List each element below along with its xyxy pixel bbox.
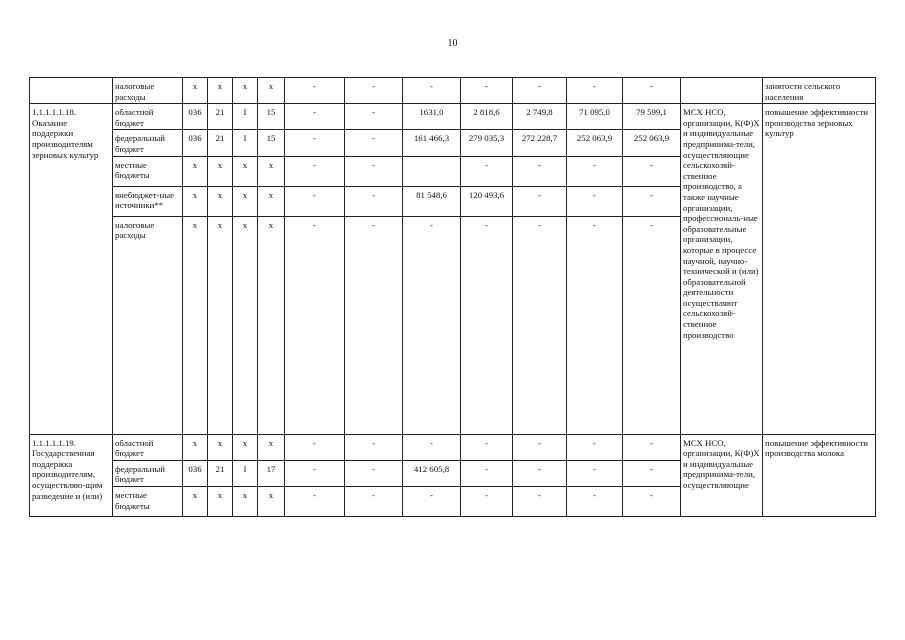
- value-cell: -: [513, 156, 567, 186]
- code-cell: х: [233, 78, 258, 104]
- value-cell: -: [513, 216, 567, 434]
- code-cell: х: [233, 156, 258, 186]
- code-cell: 036: [183, 460, 208, 486]
- value-cell: -: [567, 78, 623, 104]
- value-cell: -: [513, 460, 567, 486]
- code-cell: х: [183, 434, 208, 460]
- value-cell: 2 818,6: [461, 104, 513, 130]
- code-cell: х: [208, 434, 233, 460]
- result-cell: повышение эффективности производства зерновых культур: [763, 104, 876, 434]
- code-cell: 15: [258, 104, 285, 130]
- value-cell: -: [461, 434, 513, 460]
- funding-source-cell: налоговые расходы: [113, 216, 183, 434]
- value-cell: 1631,0: [403, 104, 461, 130]
- code-cell: I: [233, 460, 258, 486]
- page-number: 10: [447, 38, 458, 49]
- table-row: [30, 434, 876, 460]
- value-cell: -: [567, 156, 623, 186]
- value-cell: -: [623, 186, 681, 216]
- code-cell: х: [183, 78, 208, 104]
- code-cell: 21: [208, 130, 233, 156]
- executor-cell: [681, 78, 763, 104]
- value-cell: -: [623, 460, 681, 486]
- value-cell: -: [345, 460, 403, 486]
- value-cell: -: [567, 434, 623, 460]
- value-cell: -: [345, 130, 403, 156]
- value-cell: -: [623, 486, 681, 516]
- value-cell: -: [403, 434, 461, 460]
- code-cell: х: [208, 78, 233, 104]
- value-cell: 79 599,1: [623, 104, 681, 130]
- value-cell: 81 548,6: [403, 186, 461, 216]
- value-cell: -: [461, 460, 513, 486]
- code-cell: х: [233, 434, 258, 460]
- funding-source-cell: областной бюджет: [113, 104, 183, 130]
- value-cell: -: [567, 460, 623, 486]
- value-cell: -: [285, 130, 345, 156]
- value-cell: 412 605,8: [403, 460, 461, 486]
- code-cell: 036: [183, 130, 208, 156]
- code-cell: х: [233, 216, 258, 434]
- code-cell: х: [208, 216, 233, 434]
- value-cell: 279 035,3: [461, 130, 513, 156]
- measure-label-cell: 1.1.1.1.1.19. Государственная поддержка производителям, осуществляю-щим разведение и (или): [30, 434, 113, 516]
- funding-source-cell: федеральный бюджет: [113, 460, 183, 486]
- value-cell: -: [345, 434, 403, 460]
- code-cell: х: [183, 156, 208, 186]
- value-cell: -: [285, 186, 345, 216]
- code-cell: 036: [183, 104, 208, 130]
- value-cell: 71 095,0: [567, 104, 623, 130]
- code-cell: х: [183, 486, 208, 516]
- value-cell: -: [623, 78, 681, 104]
- value-cell: -: [513, 78, 567, 104]
- code-cell: х: [258, 216, 285, 434]
- table-row: [30, 78, 876, 104]
- value-cell: -: [403, 216, 461, 434]
- code-cell: 15: [258, 130, 285, 156]
- value-cell: -: [285, 78, 345, 104]
- funding-source-cell: областной бюджет: [113, 434, 183, 460]
- funding-source-cell: местные бюджеты: [113, 486, 183, 516]
- executor-cell: МСХ НСО, организации, К(Ф)Х и индивидуальные предпринима-тели, осуществляющие сельскохозяй-ственное производство, а также научные организации, профессиональ-ные образовательные организации, которые в процессе научной, научно-технической и (или) образовательной деятельности осуществляют сельскохозяй-ственное производство: [681, 104, 763, 434]
- value-cell: -: [285, 434, 345, 460]
- value-cell: -: [567, 486, 623, 516]
- value-cell: -: [513, 434, 567, 460]
- code-cell: I: [233, 130, 258, 156]
- value-cell: -: [345, 104, 403, 130]
- code-cell: х: [208, 186, 233, 216]
- code-cell: х: [208, 486, 233, 516]
- code-cell: х: [233, 186, 258, 216]
- value-cell: 120 493,6: [461, 186, 513, 216]
- value-cell: -: [623, 434, 681, 460]
- code-cell: х: [183, 186, 208, 216]
- code-cell: х: [258, 156, 285, 186]
- code-cell: х: [208, 156, 233, 186]
- value-cell: -: [567, 186, 623, 216]
- value-cell: -: [345, 486, 403, 516]
- value-cell: -: [461, 156, 513, 186]
- value-cell: -: [513, 486, 567, 516]
- value-cell: -: [403, 78, 461, 104]
- result-cell: занятости сельского населения: [763, 78, 876, 104]
- measure-label-cell: [30, 78, 113, 104]
- funding-source-cell: местные бюджеты: [113, 156, 183, 186]
- value-cell: -: [285, 104, 345, 130]
- value-cell: -: [285, 156, 345, 186]
- code-cell: 17: [258, 460, 285, 486]
- code-cell: х: [233, 486, 258, 516]
- value-cell: -: [461, 78, 513, 104]
- table-row: [30, 104, 876, 130]
- value-cell: -: [345, 216, 403, 434]
- value-cell: -: [285, 486, 345, 516]
- value-cell: -: [345, 78, 403, 104]
- value-cell: -: [461, 216, 513, 434]
- code-cell: х: [258, 186, 285, 216]
- code-cell: 21: [208, 104, 233, 130]
- result-cell: повышение эффективности производства молока: [763, 434, 876, 516]
- value-cell: 2 749,8: [513, 104, 567, 130]
- code-cell: 21: [208, 460, 233, 486]
- value-cell: -: [567, 216, 623, 434]
- value-cell: 252 063,9: [567, 130, 623, 156]
- code-cell: х: [258, 78, 285, 104]
- code-cell: х: [258, 486, 285, 516]
- value-cell: -: [623, 156, 681, 186]
- funding-source-cell: федеральный бюджет: [113, 130, 183, 156]
- value-cell: -: [345, 186, 403, 216]
- value-cell: 252 063,9: [623, 130, 681, 156]
- value-cell: -: [513, 186, 567, 216]
- value-cell: -: [345, 156, 403, 186]
- measure-label-cell: 1.1.1.1.1.18. Оказание поддержки производителям зерновых культур: [30, 104, 113, 434]
- code-cell: х: [258, 434, 285, 460]
- funding-source-cell: внебюджет-ные источники**: [113, 186, 183, 216]
- value-cell: -: [461, 486, 513, 516]
- value-cell: -: [403, 486, 461, 516]
- budget-table: [29, 77, 876, 517]
- value-cell: [403, 156, 461, 186]
- funding-source-cell: налоговые расходы: [113, 78, 183, 104]
- value-cell: -: [623, 216, 681, 434]
- value-cell: -: [285, 460, 345, 486]
- code-cell: I: [233, 104, 258, 130]
- executor-cell: МСХ НСО, организации, К(Ф)Х и индивидуальные предпринима-тели, осуществляющие: [681, 434, 763, 516]
- value-cell: 161 466,3: [403, 130, 461, 156]
- value-cell: -: [285, 216, 345, 434]
- code-cell: х: [183, 216, 208, 434]
- value-cell: 272 228,7: [513, 130, 567, 156]
